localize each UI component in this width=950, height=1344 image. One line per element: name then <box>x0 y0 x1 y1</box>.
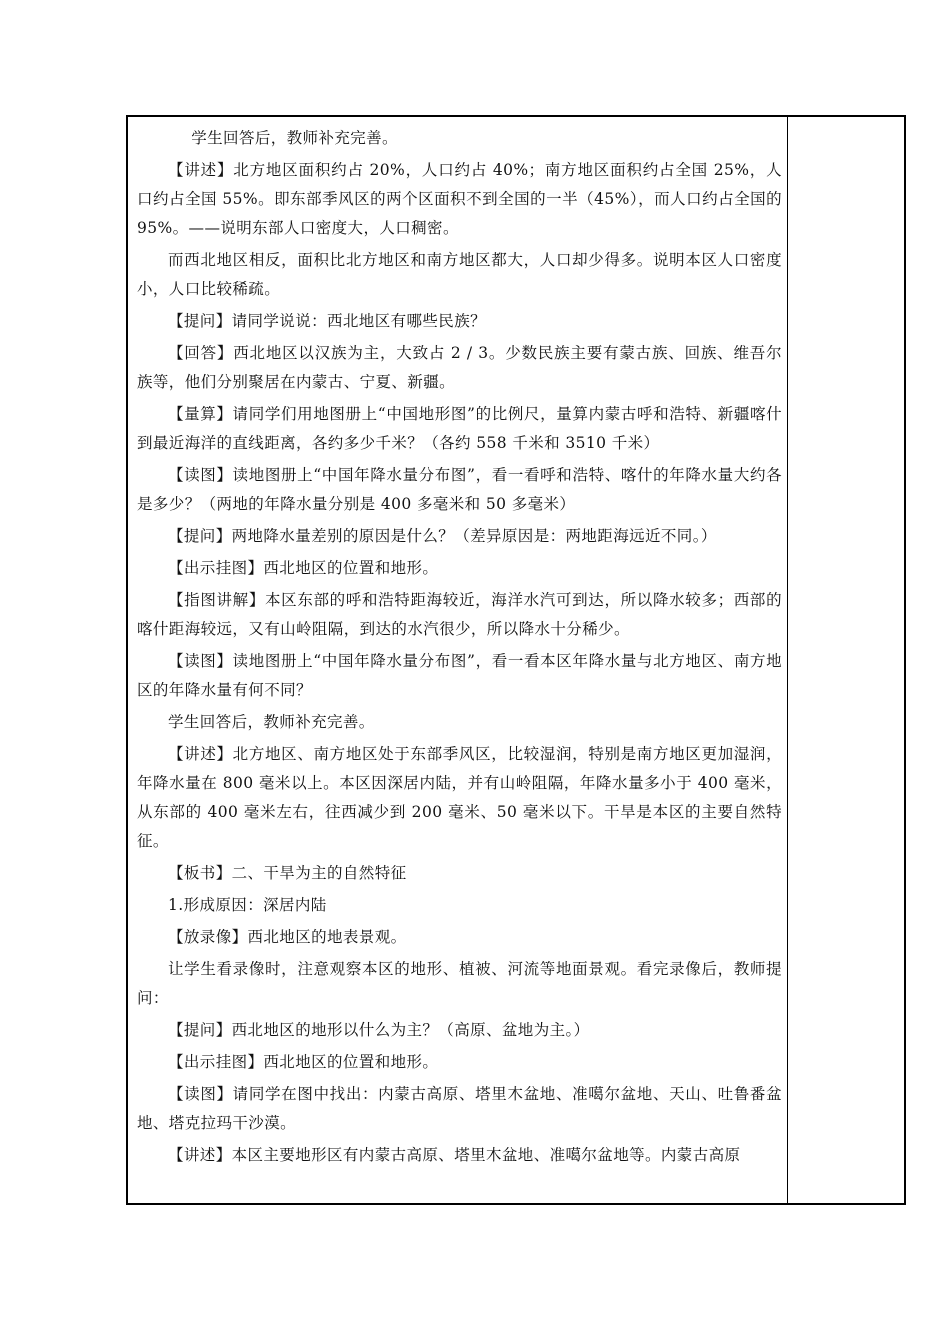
paragraph-answer-ethnic: 【回答】西北地区以汉族为主，大致占 2 / 3。少数民族主要有蒙古族、回族、维吾尔族等，他们分别聚居在内蒙古、宁夏、新疆。 <box>137 344 782 391</box>
lesson-content-cell <box>137 124 782 1173</box>
paragraph-summary-1: 学生回答后，教师补充完善。 <box>191 129 398 147</box>
paragraph-question-ethnic: 【提问】请同学说说：西北地区有哪些民族？ <box>168 312 487 330</box>
paragraph-read-map-precipitation: 【读图】读地图册上“中国年降水量分布图”，看一看呼和浩特、喀什的年降水量大约各是多少？（两地的年降水量分别是 400 多毫米和 50 多毫米） <box>137 466 782 513</box>
paragraph-lecture-population: 【讲述】北方地区面积约占 20%，人口约占 40%；南方地区面积约占全国 25%，人口约占全国 55%。即东部季风区的两个区面积不到全国的一半（45%），而人口约占全国的 95%。——说明东部人口密度大，人口稠密。 <box>137 161 782 237</box>
paragraph-question-precipitation: 【提问】两地降水量差别的原因是什么？（差异原因是：两地距海远近不同。） <box>168 527 717 545</box>
paragraph-board-heading: 【板书】二、干旱为主的自然特征 <box>168 864 407 882</box>
paragraph-video-instruction: 让学生看录像时，注意观察本区的地形、植被、河流等地面景观。看完录像后，教师提问： <box>137 960 782 1007</box>
paragraph-read-map-compare: 【读图】读地图册上“中国年降水量分布图”，看一看本区年降水量与北方地区、南方地区的年降水量有何不同？ <box>137 652 782 699</box>
paragraph-show-wallmap-1: 【出示挂图】西北地区的位置和地形。 <box>168 559 439 577</box>
paragraph-question-terrain: 【提问】西北地区的地形以什么为主？（高原、盆地为主。） <box>168 1021 590 1039</box>
paragraph-show-wallmap-2: 【出示挂图】西北地区的位置和地形。 <box>168 1053 439 1071</box>
paragraph-map-explanation: 【指图讲解】本区东部的呼和浩特距海较近，海洋水汽可到达，所以降水较多；西部的喀什距海较远，又有山岭阻隔，到达的水汽很少，所以降水十分稀少。 <box>137 591 782 638</box>
paragraph-lecture-terrain: 【讲述】本区主要地形区有内蒙古高原、塔里木盆地、准噶尔盆地等。内蒙古高原 <box>168 1146 741 1164</box>
paragraph-board-point-1: 1.形成原因：深居内陆 <box>168 896 327 914</box>
paragraph-measure-distance: 【量算】请同学们用地图册上“中国地形图”的比例尺，量算内蒙古呼和浩特、新疆喀什到最近海洋的直线距离，各约多少千米？（各约 558 千米和 3510 千米） <box>137 405 782 452</box>
paragraph-lecture-precipitation: 【讲述】北方地区、南方地区处于东部季风区，比较湿润，特别是南方地区更加湿润，年降水量在 800 毫米以上。本区因深居内陆，并有山岭阻隔，年降水量多小于 400 毫米，从东部的 400 毫米左右，往西减少到 200 毫米、50 毫米以下。干旱是本区的主要自然特征。 <box>137 745 782 850</box>
table-column-divider <box>787 117 788 1205</box>
paragraph-read-map-find: 【读图】请同学在图中找出：内蒙古高原、塔里木盆地、准噶尔盆地、天山、吐鲁番盆地、塔克拉玛干沙漠。 <box>137 1085 782 1132</box>
paragraph-summary-2: 学生回答后，教师补充完善。 <box>168 713 375 731</box>
paragraph-northwest-density: 而西北地区相反，面积比北方地区和南方地区都大，人口却少得多。说明本区人口密度小，人口比较稀疏。 <box>137 251 782 298</box>
paragraph-play-video: 【放录像】西北地区的地表景观。 <box>168 928 407 946</box>
